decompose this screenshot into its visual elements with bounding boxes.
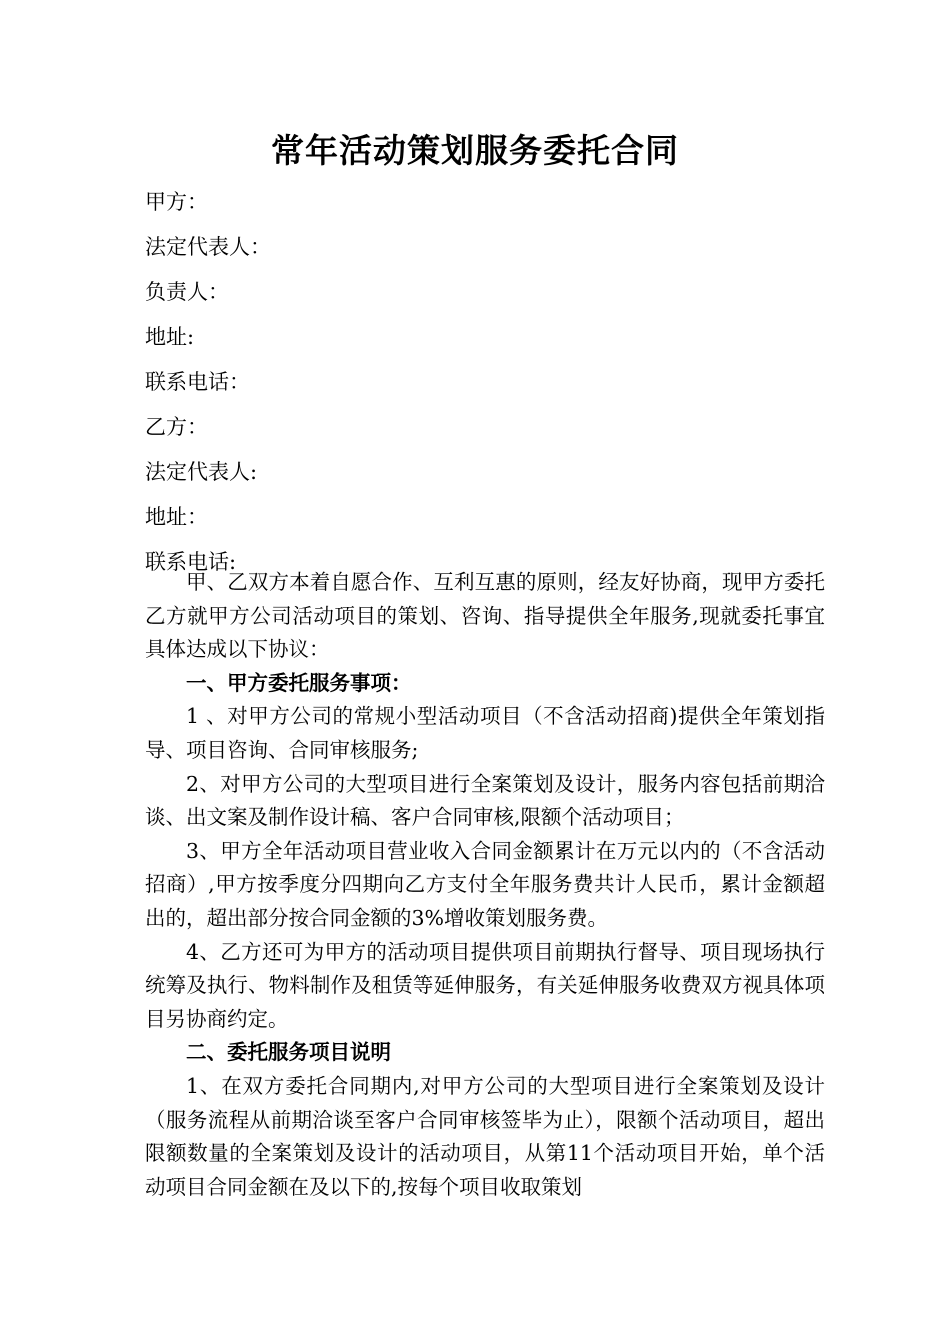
party-b-field: 乙方： bbox=[145, 415, 208, 439]
party-a-legal-rep-field: 法定代表人： bbox=[145, 235, 271, 259]
section-2-heading: 二、委托服务项目说明 bbox=[186, 1040, 391, 1065]
party-a-phone-field: 联系电话： bbox=[145, 370, 250, 394]
party-a-address-field: 地址: bbox=[145, 325, 195, 349]
party-a-person-in-charge-field: 负责人： bbox=[145, 280, 229, 304]
document-title: 常年活动策划服务委托合同 bbox=[271, 131, 679, 170]
intro-paragraph: 甲、乙双方本着自愿合作、互利互惠的原则，经友好协商，现甲方委托乙方就甲方公司活动项目的策划、咨询、指导提供全年服务,现就委托事宜具体达成以下协议： bbox=[145, 570, 825, 662]
section-1-item-3: 3、甲方全年活动项目营业收入合同金额累计在万元以内的（不含活动招商）,甲方按季度分四期向乙方支付全年服务费共计人民币，累计金额超出的，超出部分按合同金额的3%增收策划服务费。 bbox=[145, 838, 825, 930]
party-b-phone-field: 联系电话: bbox=[145, 550, 237, 574]
party-b-legal-rep-field: 法定代表人: bbox=[145, 460, 258, 484]
contract-body bbox=[145, 566, 825, 1204]
party-a-field: 甲方： bbox=[145, 190, 208, 214]
party-b-address-field: 地址： bbox=[145, 505, 208, 529]
section-1-item-1: 1 、对甲方公司的常规小型活动项目（不含活动招商)提供全年策划指导、项目咨询、合同审核服务; bbox=[145, 704, 825, 762]
party-info-fields bbox=[145, 180, 825, 585]
section-2-item-1: 1、在双方委托合同期内,对甲方公司的大型项目进行全案策划及设计（服务流程从前期洽谈至客户合同审核签毕为止），限额个活动项目，超出限额数量的全案策划及设计的活动项目，从第11个活动项目开始，单个活动项目合同金额在及以下的,按每个项目收取策划 bbox=[145, 1073, 825, 1199]
section-1-heading: 一、甲方委托服务事项： bbox=[186, 670, 412, 695]
section-1-item-4: 4、乙方还可为甲方的活动项目提供项目前期执行督导、项目现场执行统筹及执行、物料制作及租赁等延伸服务，有关延伸服务收费双方视具体项目另协商约定。 bbox=[145, 939, 825, 1031]
section-1-item-2: 2、对甲方公司的大型项目进行全案策划及设计，服务内容包括前期洽谈、出文案及制作设计稿、客户合同审核,限额个活动项目； bbox=[145, 771, 825, 830]
